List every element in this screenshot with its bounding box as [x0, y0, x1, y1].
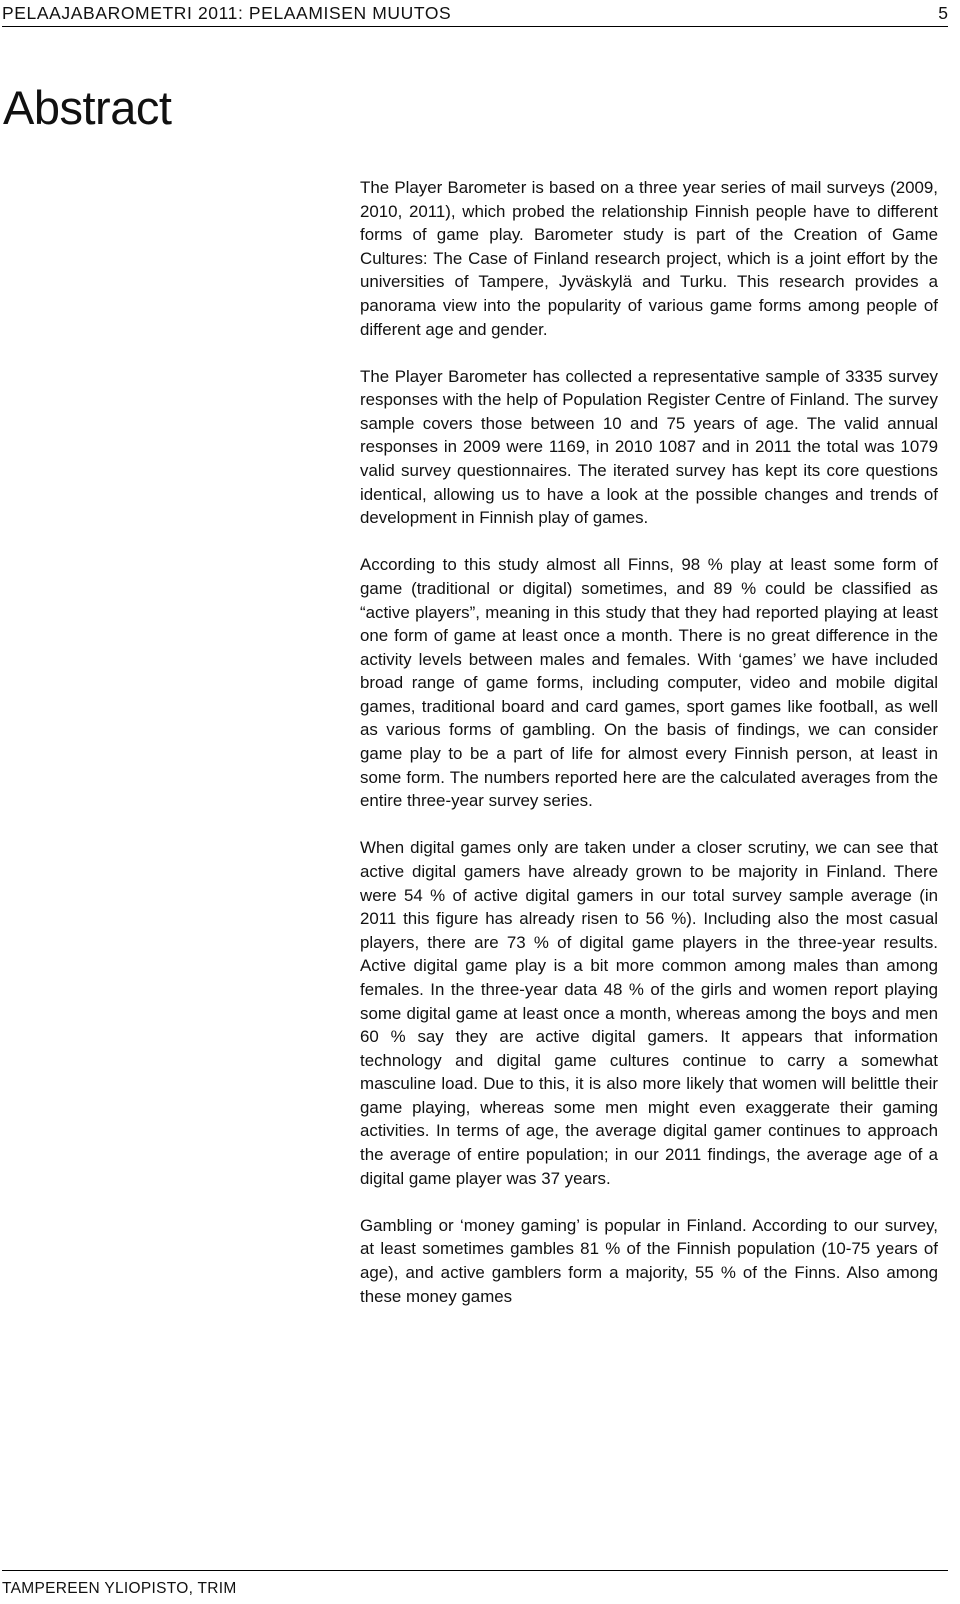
abstract-heading: Abstract — [3, 81, 172, 134]
abstract-paragraph-3: According to this study almost all Finns, 98 % play at least some form of game (traditional or digital) sometimes, and 89 % could be classified as “active players”, meaning in this study that they had reported playing at least one form of game at least once a month. There is no great difference in the activity levels between males and females. With ‘games’ we have included broad range of game forms, including computer, video and mobile digital games, traditional board and card games, sport games like football, as well as various forms of gambling. On the basis of findings, we can consider game play to be a part of life for almost every Finnish person, at least in some form. The numbers reported here are the calculated averages from the entire three-year survey series. — [360, 555, 938, 811]
running-header — [2, 2, 948, 27]
abstract-paragraph-5: Gambling or ‘money gaming’ is popular in Finland. According to our survey, at least sometimes gambles 81 % of the Finnish population (10-75 years of age), and active gamblers form a majority, 55 % of the Finns. Also among these money games — [360, 1215, 938, 1306]
abstract-paragraph-1: The Player Barometer is based on a three year series of mail surveys (2009, 2010, 2011), which probed the relationship Finnish people have to different forms of game play. Barometer study is part of the Creation of Game Cultures: The Case of Finland research project, which is a joint effort by the universities of Tampere, Jyväskylä and Turku. This research provides a panorama view into the popularity of various game forms among people of different age and gender. — [360, 178, 938, 339]
abstract-paragraph-2: The Player Barometer has collected a representative sample of 3335 survey responses with the help of Population Register Centre of Finland. The survey sample covers those between 10 and 75 years of age. The valid annual responses in 2009 were 1169, in 2010 1087 and in 2011 the total was 1079 valid survey questionnaires. The iterated survey has kept its core questions identical, allowing us to have a look at the possible changes and trends of development in Finnish play of games. — [360, 366, 938, 528]
running-header-title: PELAAJABAROMETRI 2011: PELAAMISEN MUUTOS — [2, 3, 452, 23]
abstract-paragraph-4: When digital games only are taken under a closer scrutiny, we can see that active digital gamers have already grown to be majority in Finland. There were 54 % of active digital gamers in our total survey sample average (in 2011 this figure has already risen to 56 %). Including also the most casual players, there are 73 % of digital game players in the three-year results. Active digital game play is a bit more common among males than among females. In the three-year data 48 % of the girls and women report playing some digital game at least once a month, whereas among the boys and men 60 % say they are active digital gamers. It appears that information technology and digital game cultures continue to carry a somewhat masculine load. Due to this, it is also more likely that women will belittle their game playing, whereas some men might even exaggerate their gaming activities. In terms of age, the average digital gamer continues to approach the average of entire population; in our 2011 findings, the average age of a digital game player was 37 years. — [360, 838, 938, 1188]
footer-institution: TAMPEREEN YLIOPISTO, TRIM — [2, 1580, 237, 1597]
running-footer — [2, 1570, 948, 1598]
abstract-body — [360, 176, 938, 1332]
page-number: 5 — [938, 3, 948, 23]
